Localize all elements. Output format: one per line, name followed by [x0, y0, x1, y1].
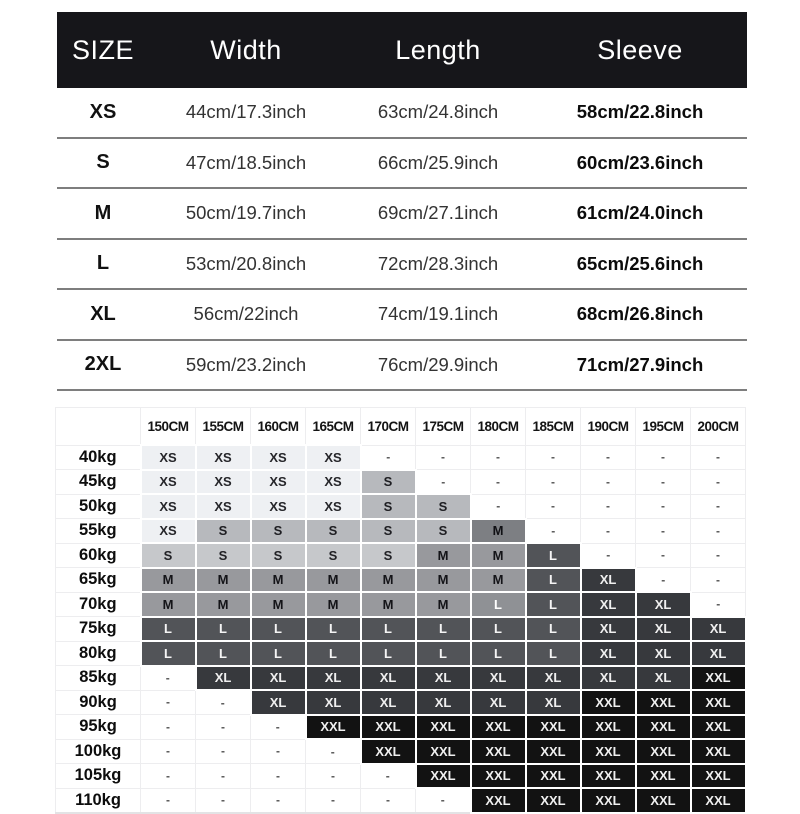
matrix-cell: S — [361, 494, 416, 519]
matrix-cell: XL — [471, 690, 526, 715]
size-sleeve-cell: 60cm/23.6inch — [576, 151, 704, 173]
matrix-cell: - — [196, 764, 251, 789]
matrix-cell: - — [526, 470, 581, 495]
matrix-weight-label: 80kg — [56, 641, 141, 666]
matrix-cell: XL — [361, 666, 416, 691]
matrix-cell: S — [306, 543, 361, 568]
matrix-height-header: 150CM — [141, 408, 196, 446]
matrix-cell: XS — [306, 494, 361, 519]
matrix-cell: XS — [196, 494, 251, 519]
matrix-cell: L — [361, 641, 416, 666]
matrix-cell: L — [251, 641, 306, 666]
matrix-cell: M — [416, 543, 471, 568]
size-size-cell: L — [96, 252, 110, 275]
size-row — [57, 189, 747, 240]
matrix-cell: L — [416, 641, 471, 666]
size-sleeve-cell: 65cm/25.6inch — [576, 252, 704, 274]
size-length-cell: 74cm/19.1inch — [377, 303, 499, 325]
matrix-cell: XL — [306, 690, 361, 715]
matrix-cell: XL — [581, 641, 636, 666]
size-row — [57, 240, 747, 291]
size-sleeve-cell: 61cm/24.0inch — [576, 202, 704, 224]
matrix-cell: M — [471, 568, 526, 593]
matrix-body — [56, 445, 746, 813]
matrix-cell: XXL — [636, 690, 691, 715]
size-size-cell: M — [94, 201, 112, 224]
size-length-cell: 69cm/27.1inch — [377, 202, 499, 224]
matrix-height-header: 170CM — [361, 408, 416, 446]
matrix-weight-label: 100kg — [56, 739, 141, 764]
matrix-cell: M — [306, 592, 361, 617]
matrix-cell: XL — [581, 592, 636, 617]
matrix-cell: M — [251, 592, 306, 617]
matrix-cell: - — [581, 470, 636, 495]
measurement-table — [57, 12, 747, 391]
matrix-cell: M — [416, 592, 471, 617]
matrix-cell: L — [526, 592, 581, 617]
matrix-cell: L — [471, 617, 526, 642]
matrix-cell: - — [526, 494, 581, 519]
matrix-cell: - — [141, 764, 196, 789]
matrix-row — [56, 592, 746, 617]
matrix-cell: M — [361, 568, 416, 593]
matrix-row — [56, 666, 746, 691]
matrix-cell: - — [636, 494, 691, 519]
matrix-cell: XL — [636, 641, 691, 666]
matrix-cell: XXL — [361, 739, 416, 764]
matrix-cell: S — [196, 543, 251, 568]
size-width-cell: 50cm/19.7inch — [185, 202, 307, 224]
matrix-cell: - — [691, 592, 746, 617]
matrix-cell: - — [691, 543, 746, 568]
size-length-cell: 72cm/28.3inch — [377, 252, 499, 274]
matrix-cell: L — [141, 641, 196, 666]
size-size-cell: XS — [89, 100, 117, 123]
matrix-cell: XXL — [526, 739, 581, 764]
matrix-row — [56, 543, 746, 568]
matrix-cell: XXL — [416, 764, 471, 789]
matrix-cell: XXL — [581, 739, 636, 764]
matrix-cell: - — [581, 519, 636, 544]
matrix-height-header: 190CM — [581, 408, 636, 446]
matrix-cell: S — [141, 543, 196, 568]
matrix-cell: M — [141, 592, 196, 617]
matrix-row — [56, 739, 746, 764]
matrix-cell: XL — [581, 617, 636, 642]
matrix-cell: XL — [251, 690, 306, 715]
size-sleeve-cell: 68cm/26.8inch — [576, 303, 704, 325]
matrix-cell: S — [361, 519, 416, 544]
matrix-cell: XXL — [471, 788, 526, 813]
matrix-cell: - — [141, 788, 196, 813]
matrix-weight-label: 110kg — [56, 788, 141, 813]
matrix-weight-label: 75kg — [56, 617, 141, 642]
matrix-cell: XXL — [691, 739, 746, 764]
matrix-cell: XXL — [691, 764, 746, 789]
matrix-cell: XXL — [636, 764, 691, 789]
matrix-cell: XXL — [636, 739, 691, 764]
matrix-cell: - — [416, 445, 471, 470]
matrix-cell: S — [196, 519, 251, 544]
matrix-cell: M — [141, 568, 196, 593]
matrix-cell: M — [306, 568, 361, 593]
matrix-row — [56, 568, 746, 593]
matrix-weight-label: 85kg — [56, 666, 141, 691]
matrix-cell: XL — [196, 666, 251, 691]
matrix-cell: XL — [581, 568, 636, 593]
matrix-cell: XS — [306, 470, 361, 495]
matrix-cell: - — [141, 690, 196, 715]
matrix-cell: - — [581, 494, 636, 519]
matrix-cell: XS — [141, 494, 196, 519]
matrix-cell: XXL — [581, 715, 636, 740]
size-row — [57, 139, 747, 190]
matrix-cell: - — [691, 494, 746, 519]
matrix-cell: M — [196, 592, 251, 617]
matrix-cell: XXL — [526, 764, 581, 789]
size-width-cell: 44cm/17.3inch — [185, 101, 307, 123]
matrix-cell: XS — [306, 445, 361, 470]
matrix-cell: M — [361, 592, 416, 617]
matrix-cell: - — [141, 715, 196, 740]
matrix-height-header: 160CM — [251, 408, 306, 446]
matrix-row — [56, 641, 746, 666]
matrix-cell: L — [526, 543, 581, 568]
matrix-cell: L — [141, 617, 196, 642]
matrix-cell: XS — [196, 445, 251, 470]
col-header-sleeve: Sleeve — [597, 34, 683, 65]
size-row — [57, 88, 747, 139]
matrix-cell: XXL — [581, 690, 636, 715]
matrix-row — [56, 764, 746, 789]
matrix-cell: XS — [141, 445, 196, 470]
size-size-cell: 2XL — [84, 353, 122, 376]
matrix-cell: - — [361, 445, 416, 470]
matrix-cell: XL — [251, 666, 306, 691]
matrix-weight-label: 95kg — [56, 715, 141, 740]
matrix-cell: L — [526, 641, 581, 666]
matrix-cell: XS — [251, 445, 306, 470]
matrix-row — [56, 494, 746, 519]
matrix-cell: - — [581, 543, 636, 568]
matrix-cell: M — [251, 568, 306, 593]
matrix-cell: - — [306, 739, 361, 764]
matrix-cell: L — [361, 617, 416, 642]
matrix-cell: S — [251, 543, 306, 568]
matrix-row — [56, 690, 746, 715]
matrix-row — [56, 617, 746, 642]
matrix-weight-label: 65kg — [56, 568, 141, 593]
matrix-height-header: 180CM — [471, 408, 526, 446]
matrix-cell: XXL — [361, 715, 416, 740]
matrix-cell: S — [416, 494, 471, 519]
matrix-cell: S — [361, 543, 416, 568]
matrix-cell: - — [526, 519, 581, 544]
matrix-weight-label: 40kg — [56, 445, 141, 470]
matrix-cell: XXL — [526, 715, 581, 740]
matrix-row — [56, 715, 746, 740]
matrix-cell: XXL — [526, 788, 581, 813]
matrix-cell: S — [416, 519, 471, 544]
matrix-cell: M — [196, 568, 251, 593]
matrix-cell: S — [306, 519, 361, 544]
size-length-cell: 66cm/25.9inch — [377, 151, 499, 173]
matrix-cell: - — [636, 445, 691, 470]
size-width-cell: 59cm/23.2inch — [185, 353, 307, 375]
matrix-cell: - — [196, 739, 251, 764]
matrix-cell: XL — [526, 690, 581, 715]
matrix-height-header: 185CM — [526, 408, 581, 446]
size-length-cell: 63cm/24.8inch — [377, 101, 499, 123]
matrix-cell: XXL — [636, 715, 691, 740]
size-row — [57, 290, 747, 341]
matrix-cell: - — [636, 519, 691, 544]
matrix-cell: M — [471, 543, 526, 568]
matrix-row — [56, 788, 746, 813]
fit-matrix — [55, 407, 747, 814]
matrix-cell: XS — [251, 470, 306, 495]
matrix-cell: XS — [196, 470, 251, 495]
matrix-cell: L — [306, 617, 361, 642]
matrix-cell: XL — [306, 666, 361, 691]
matrix-corner-cell — [56, 408, 141, 446]
matrix-height-header: 200CM — [691, 408, 746, 446]
size-sleeve-cell: 58cm/22.8inch — [576, 101, 704, 123]
matrix-height-header: 165CM — [306, 408, 361, 446]
matrix-height-header: 155CM — [196, 408, 251, 446]
size-length-cell: 76cm/29.9inch — [377, 353, 499, 375]
matrix-cell: - — [471, 470, 526, 495]
matrix-cell: - — [361, 788, 416, 813]
matrix-weight-label: 70kg — [56, 592, 141, 617]
matrix-cell: XXL — [416, 715, 471, 740]
matrix-cell: XL — [416, 690, 471, 715]
size-sleeve-cell: 71cm/27.9inch — [576, 353, 704, 375]
matrix-cell: L — [196, 617, 251, 642]
matrix-cell: - — [691, 445, 746, 470]
matrix-cell: - — [691, 519, 746, 544]
matrix-height-header: 175CM — [416, 408, 471, 446]
matrix-cell: XXL — [471, 764, 526, 789]
matrix-cell: - — [581, 445, 636, 470]
matrix-cell: L — [471, 592, 526, 617]
matrix-cell: - — [691, 470, 746, 495]
matrix-cell: XXL — [471, 739, 526, 764]
col-header-length: Length — [395, 34, 481, 65]
matrix-cell: - — [251, 715, 306, 740]
matrix-cell: XXL — [581, 788, 636, 813]
matrix-cell: S — [361, 470, 416, 495]
matrix-cell: - — [251, 764, 306, 789]
matrix-cell: - — [416, 470, 471, 495]
matrix-cell: XS — [251, 494, 306, 519]
matrix-cell: L — [416, 617, 471, 642]
matrix-cell: XXL — [581, 764, 636, 789]
matrix-weight-label: 55kg — [56, 519, 141, 544]
matrix-cell: XXL — [691, 715, 746, 740]
matrix-cell: XL — [636, 617, 691, 642]
matrix-cell: XL — [361, 690, 416, 715]
matrix-cell: M — [416, 568, 471, 593]
size-size-cell: S — [96, 151, 110, 174]
matrix-header-row — [56, 408, 746, 446]
matrix-cell: - — [141, 666, 196, 691]
matrix-weight-label: 50kg — [56, 494, 141, 519]
matrix-cell: - — [196, 690, 251, 715]
matrix-cell: S — [251, 519, 306, 544]
matrix-cell: XL — [581, 666, 636, 691]
size-width-cell: 53cm/20.8inch — [185, 252, 307, 274]
matrix-cell: XL — [691, 641, 746, 666]
size-table-body — [57, 88, 747, 391]
matrix-cell: - — [196, 788, 251, 813]
matrix-row — [56, 470, 746, 495]
matrix-cell: - — [636, 470, 691, 495]
matrix-cell: L — [196, 641, 251, 666]
size-width-cell: 47cm/18.5inch — [185, 151, 307, 173]
matrix-cell: XL — [691, 617, 746, 642]
matrix-cell: XL — [636, 592, 691, 617]
matrix-cell: XXL — [691, 788, 746, 813]
col-header-width: Width — [210, 34, 282, 65]
matrix-cell: - — [196, 715, 251, 740]
matrix-row — [56, 519, 746, 544]
matrix-cell: - — [306, 764, 361, 789]
matrix-cell: - — [636, 568, 691, 593]
size-size-cell: XL — [90, 302, 116, 325]
matrix-height-header: 195CM — [636, 408, 691, 446]
matrix-cell: - — [141, 739, 196, 764]
matrix-cell: XXL — [471, 715, 526, 740]
matrix-cell: L — [251, 617, 306, 642]
matrix-cell: - — [251, 788, 306, 813]
matrix-cell: XL — [526, 666, 581, 691]
matrix-cell: - — [526, 445, 581, 470]
size-row — [57, 341, 747, 392]
matrix-cell: XXL — [636, 788, 691, 813]
size-width-cell: 56cm/22inch — [193, 303, 299, 325]
matrix-cell: - — [636, 543, 691, 568]
matrix-cell: - — [306, 788, 361, 813]
matrix-cell: - — [691, 568, 746, 593]
matrix-cell: XXL — [306, 715, 361, 740]
matrix-cell: XXL — [691, 666, 746, 691]
matrix-cell: L — [526, 617, 581, 642]
matrix-cell: XXL — [416, 739, 471, 764]
matrix-weight-label: 105kg — [56, 764, 141, 789]
matrix-cell: M — [471, 519, 526, 544]
matrix-cell: XS — [141, 470, 196, 495]
measurement-table-header — [57, 12, 747, 88]
matrix-weight-label: 60kg — [56, 543, 141, 568]
matrix-cell: L — [471, 641, 526, 666]
matrix-cell: - — [416, 788, 471, 813]
matrix-cell: L — [306, 641, 361, 666]
matrix-cell: - — [471, 445, 526, 470]
matrix-cell: - — [251, 739, 306, 764]
matrix-cell: XL — [416, 666, 471, 691]
matrix-cell: XL — [636, 666, 691, 691]
matrix-cell: XS — [141, 519, 196, 544]
matrix-row — [56, 445, 746, 470]
matrix-cell: - — [361, 764, 416, 789]
matrix-cell: XL — [471, 666, 526, 691]
col-header-size: SIZE — [71, 34, 134, 65]
matrix-cell: XXL — [691, 690, 746, 715]
matrix-weight-label: 90kg — [56, 690, 141, 715]
matrix-cell: - — [471, 494, 526, 519]
matrix-weight-label: 45kg — [56, 470, 141, 495]
matrix-cell: L — [526, 568, 581, 593]
